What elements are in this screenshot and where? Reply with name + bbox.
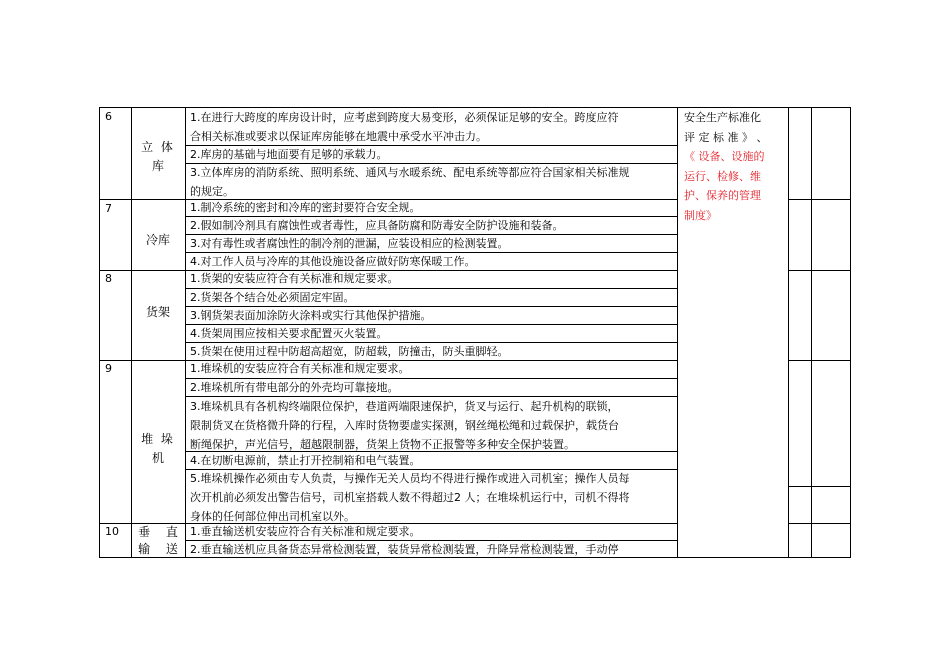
- row-number: 6: [105, 110, 112, 123]
- row-divider: [788, 360, 851, 361]
- category-line: 货架: [145, 305, 170, 319]
- item-text: 1.堆垛机的安装应符合有关标准和规定要求。: [190, 362, 410, 375]
- category-line: 输 送: [138, 542, 178, 556]
- row-number: 9: [105, 362, 112, 375]
- col-line-5: [811, 107, 812, 558]
- col-line-4: [788, 107, 789, 558]
- row-category: [131, 231, 185, 248]
- row-divider: [788, 199, 851, 200]
- row-divider: [788, 523, 851, 524]
- standard-line: 评 定 标 准 》 、: [684, 130, 768, 144]
- item-text: 1.货架的安装应符合有关标准和规定要求。: [190, 272, 399, 285]
- category-line: 堆 垛: [141, 432, 175, 446]
- standard-line-red: 《 设备、设施的: [684, 150, 765, 163]
- item-text: 3.对有毒性或者腐蚀性的制冷剂的泄漏，应装设相应的检测装置。: [190, 237, 509, 250]
- row-category: [131, 138, 185, 174]
- category-line: 机: [151, 451, 164, 465]
- item-text: 2.假如制冷剂具有腐蚀性或者毒性，应具备防腐和防毒安全防护设施和装备。: [190, 219, 564, 232]
- category-line: 垂 直: [138, 525, 178, 539]
- item-text: 3.钢货架表面加涂防火涂料或实行其他保护措施。: [190, 309, 432, 322]
- row-number: 10: [105, 525, 119, 538]
- row-divider: [788, 486, 851, 487]
- col-line-3: [677, 107, 678, 558]
- standard-reference: [684, 108, 786, 225]
- item-text: 5.堆垛机操作必须由专人负责，与操作无关人员均不得进行操作或进入司机室；操作人员每 次开机前必须发出警告信号，司机室搭载人数不得超过2 人；在堆垛机运行中，司机不得将 身体的任何部位伸出司机室以外。: [190, 472, 630, 523]
- row-divider: [788, 270, 851, 271]
- item-text: 1.制冷系统的密封和冷库的密封要符合安全规。: [190, 201, 421, 214]
- item-text: 3.立体库房的消防系统、照明系统、通风与水暖系统、配电系统等都应符合国家相关标准规 的规定。: [190, 166, 630, 198]
- item-text: 1.垂直输送机安装应符合有关标准和规定要求。: [190, 525, 421, 538]
- item-text: 4.货架周围应按相关要求配置灭火装置。: [190, 327, 388, 340]
- row-number: 8: [105, 272, 112, 285]
- item-text: 4.在切断电源前，禁止打开控制箱和电气装置。: [190, 454, 421, 467]
- item-text: 5.货架在使用过程中防超高超宽，防超载，防撞击，防头重脚轻。: [190, 345, 509, 358]
- item-text: 2.货架各个结合处必须固定牢固。: [190, 291, 355, 304]
- standard-line-red: 制度》: [684, 208, 717, 222]
- category-line: 冷库: [145, 233, 170, 247]
- category-line: 立 体: [141, 140, 175, 154]
- row-category: [131, 524, 185, 558]
- row-category: [131, 303, 185, 320]
- col-line-1: [131, 107, 132, 558]
- item-text: 2.堆垛机所有带电部分的外壳均可靠接地。: [190, 381, 399, 394]
- standard-line: 安全生产标准化: [684, 111, 761, 124]
- standard-line-red: 护、保养的管理: [684, 189, 761, 202]
- item-text: 1.在进行大跨度的库房设计时，应考虑到跨度大易变形，必须保证足够的安全。跨度应符 合相关标准或要求以保证库房能够在地震中承受水平冲击力。: [190, 111, 619, 143]
- item-text: 2.垂直输送机应具备货态异常检测装置，装货异常检测装置，升降异常检测装置，手动停: [190, 543, 619, 556]
- row-category: [131, 430, 185, 466]
- row-number: 7: [105, 202, 112, 215]
- standard-line-red: 运行、检修、维: [684, 169, 761, 183]
- item-text: 4.对工作人员与冷库的其他设施设备应做好防寒保暖工作。: [190, 255, 476, 268]
- category-line: 库: [151, 159, 164, 173]
- item-text: 2.库房的基础与地面要有足够的承载力。: [190, 148, 388, 161]
- col-line-2: [185, 107, 186, 558]
- item-text: 3.堆垛机具有各机构终端限位保护，巷道两端限速保护，货叉与运行、起升机构的联锁， 限制货叉在货格微升降的行程，入库时货物要虚实探测，钢丝绳松绳和过载保护，载货台 断绳保护，声光信号，超越限制器，货架上货物不正报警等多种安全保护装置。: [190, 400, 619, 451]
